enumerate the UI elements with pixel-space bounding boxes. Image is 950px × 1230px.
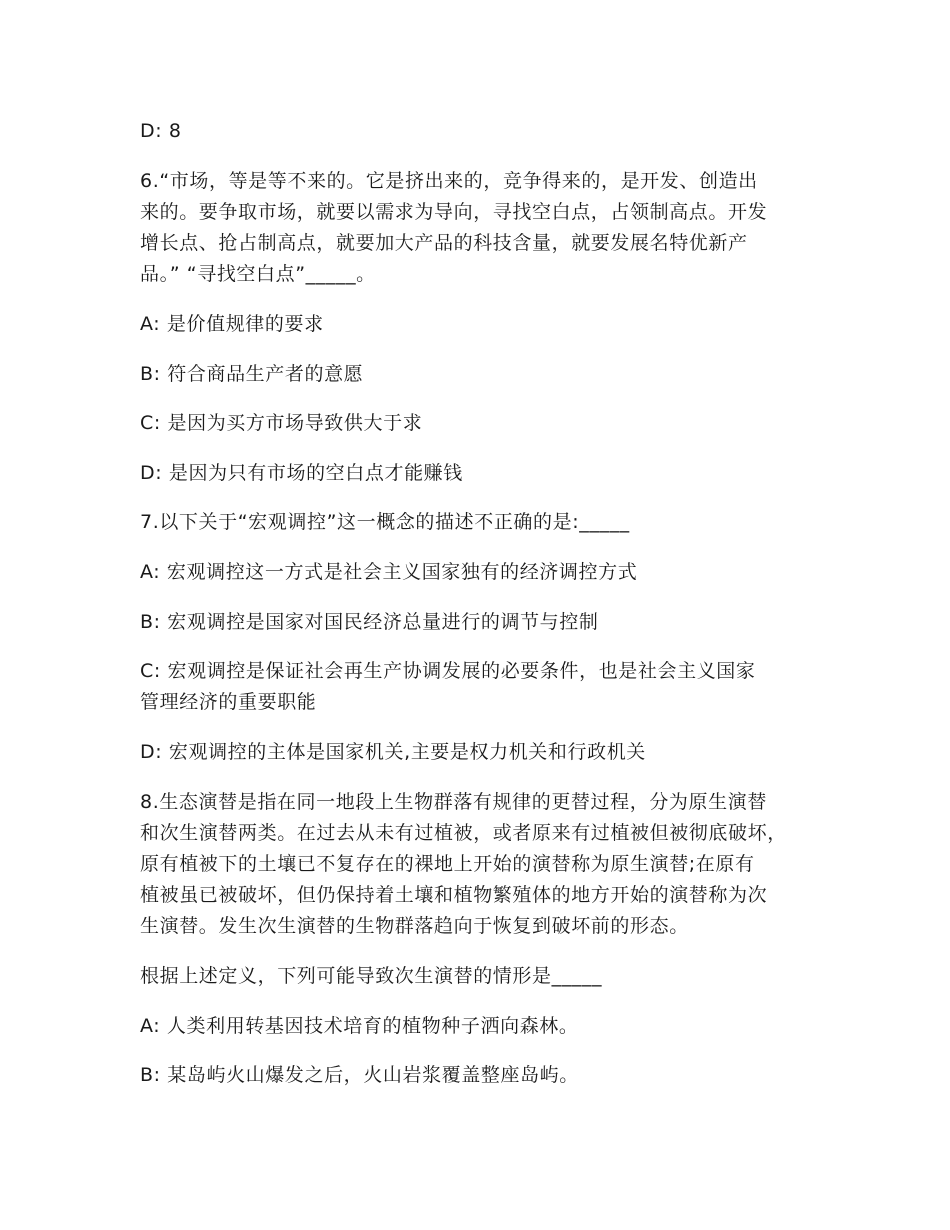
q7-option-a: A: 宏观调控这一方式是社会主义国家独有的经济调控方式 — [140, 561, 638, 583]
q7-option-c-line-1: C: 宏观调控是保证社会再生产协调发展的必要条件，也是社会主义国家 — [140, 660, 756, 682]
q6-stem-line-4: 品。” “寻找空白点”_____。 — [140, 263, 376, 285]
q6-option-c: C: 是因为买方市场导致供大于求 — [140, 412, 423, 434]
q7-option-d: D: 宏观调控的主体是国家机关,主要是权力机关和行政机关 — [140, 741, 646, 763]
q7-stem: 7.以下关于“宏观调控”这一概念的描述不正确的是:_____ — [140, 511, 630, 533]
q8-question: 根据上述定义，下列可能导致次生演替的情形是_____ — [140, 965, 603, 987]
q8-stem-line-3: 原有植被下的土壤已不复存在的裸地上开始的演替称为原生演替;在原有 — [140, 853, 755, 875]
q6-option-d: D: 是因为只有市场的空白点才能赚钱 — [140, 462, 463, 484]
q8-stem-line-2: 和次生演替两类。在过去从未有过植被，或者原来有过植被但被彻底破坏， — [140, 822, 787, 844]
q7-option-b: B: 宏观调控是国家对国民经济总量进行的调节与控制 — [140, 611, 599, 633]
q6-option-a: A: 是价值规律的要求 — [140, 313, 324, 335]
q8-stem-line-5: 生演替。发生次生演替的生物群落趋向于恢复到破坏前的形态。 — [140, 915, 689, 937]
q8-option-a: A: 人类利用转基因技术培育的植物种子洒向森林。 — [140, 1015, 579, 1037]
q6-stem-line-1: 6.“市场，等是等不来的。它是挤出来的，竞争得来的，是开发、创造出 — [140, 170, 758, 192]
q7-option-c-line-2: 管理经济的重要职能 — [140, 691, 317, 713]
q6-option-b: B: 符合商品生产者的意愿 — [140, 363, 364, 385]
q8-stem-line-4: 植被虽已被破坏，但仍保持着土壤和植物繁殖体的地方开始的演替称为次 — [140, 884, 768, 906]
q8-stem-line-1: 8.生态演替是指在同一地段上生物群落有规律的更替过程，分为原生演替 — [140, 791, 767, 813]
q6-stem-line-3: 增长点、抢占制高点，就要加大产品的科技含量，就要发展名特优新产 — [140, 232, 748, 254]
q6-stem-line-2: 来的。要争取市场，就要以需求为导向，寻找空白点，占领制高点。开发 — [140, 201, 768, 223]
q5-option-d: D: 8 — [140, 120, 182, 142]
q8-option-b: B: 某岛屿火山爆发之后，火山岩浆覆盖整座岛屿。 — [140, 1064, 579, 1086]
